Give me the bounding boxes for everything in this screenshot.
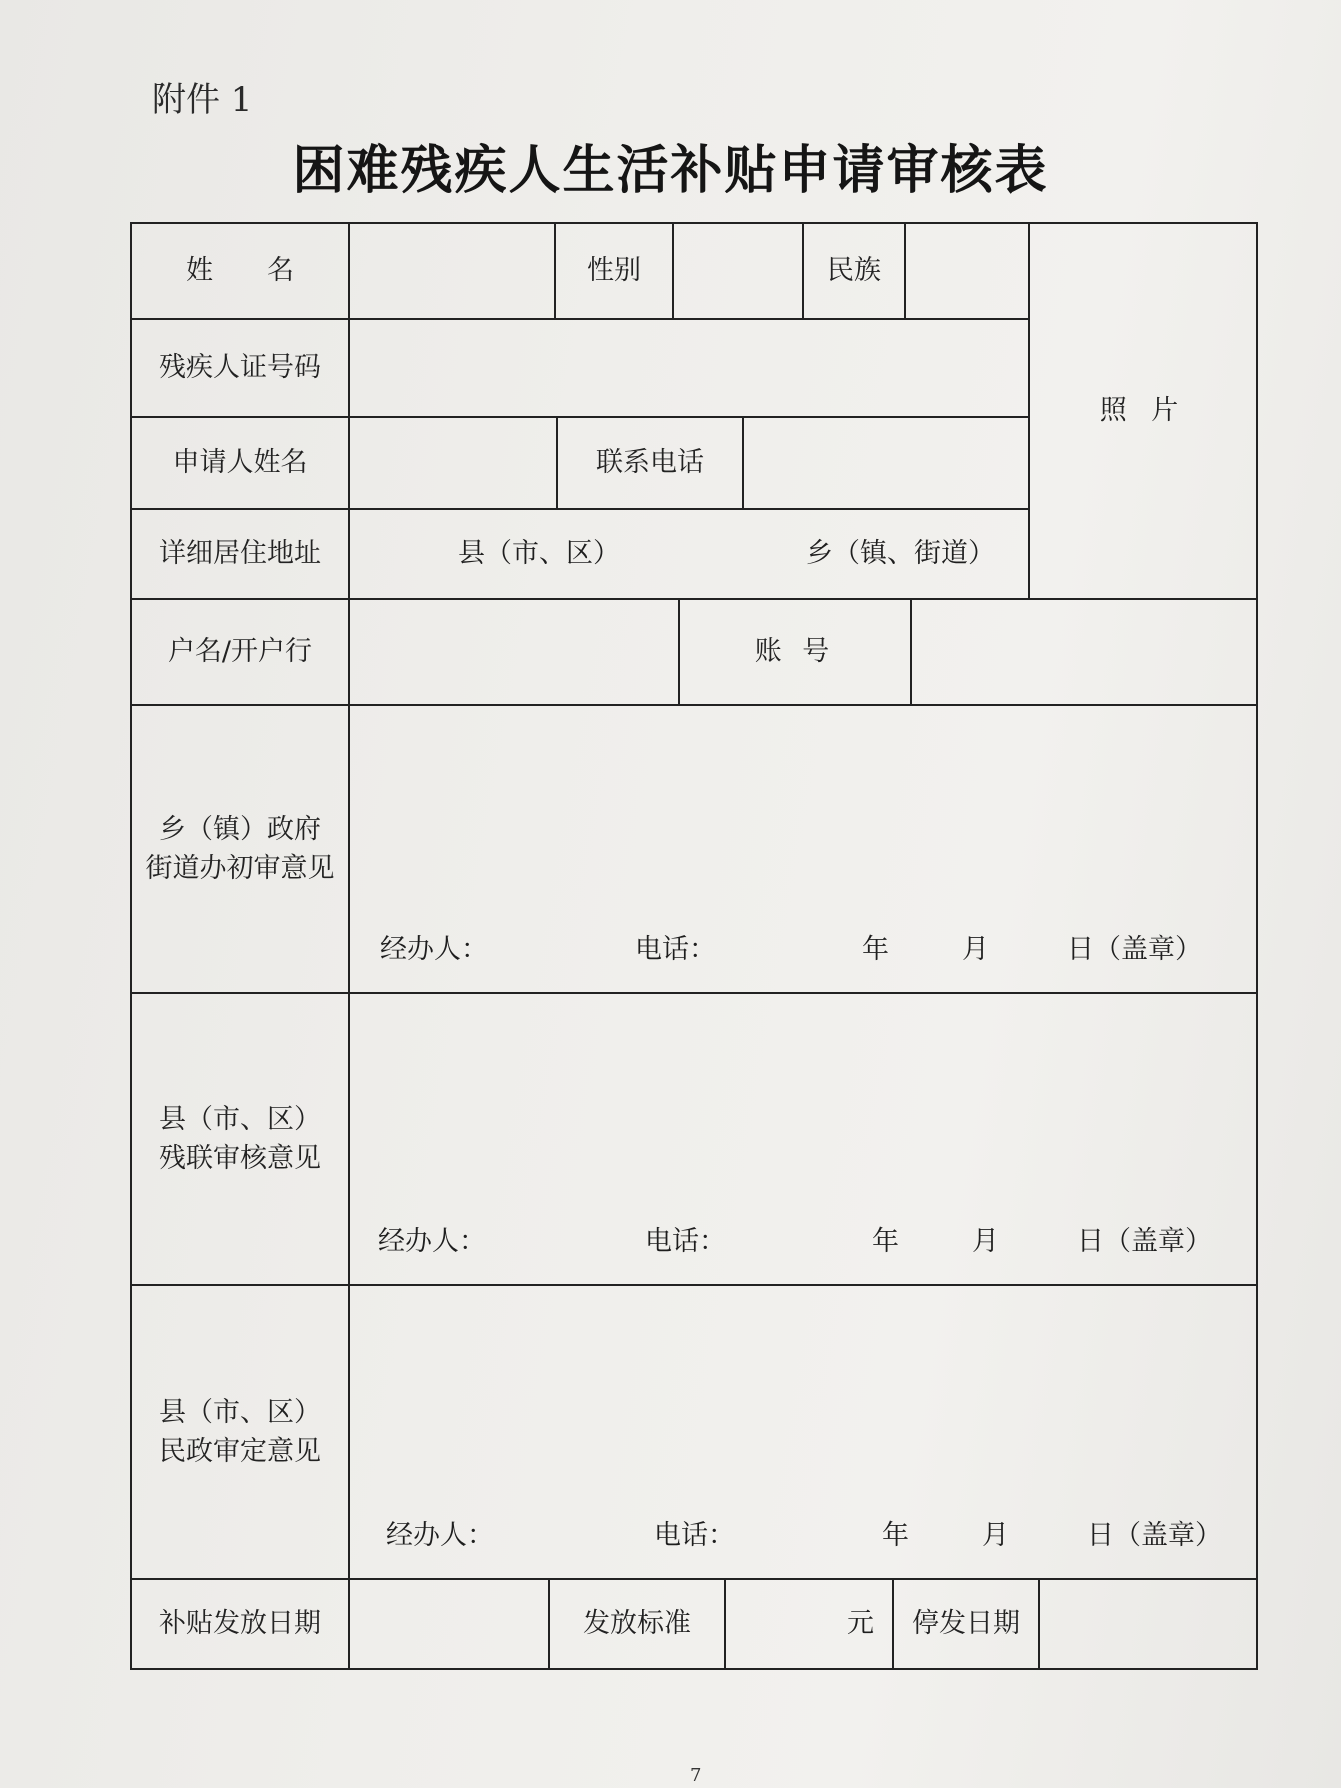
year-label: 年 — [872, 1226, 899, 1257]
disabled-federation-opinion-label — [132, 994, 350, 1286]
address-town-text: 乡（镇、街道） — [806, 538, 995, 570]
application-form-table — [130, 222, 1258, 1670]
payment-standard-label-text: 发放标准 — [583, 1608, 691, 1640]
name-field[interactable] — [350, 224, 556, 320]
disabled-federation-opinion-footer — [350, 1222, 1256, 1258]
phone-label: 电话： — [645, 1226, 726, 1257]
account-holder-label-text: 户名/开户行 — [167, 636, 313, 668]
handler-label: 经办人： — [386, 1520, 494, 1551]
day-seal-label: 日（盖章） — [1077, 1226, 1212, 1257]
yuan-unit: 元 — [847, 1608, 874, 1640]
disability-cert-label — [132, 320, 350, 418]
stop-date-field[interactable] — [1040, 1580, 1256, 1668]
stop-date-label — [894, 1580, 1040, 1668]
page-title: 困难残疾人生活补贴申请审核表 — [292, 140, 1049, 201]
account-holder-field[interactable] — [350, 600, 680, 706]
day-seal-label: 日（盖章） — [1067, 934, 1202, 965]
ethnicity-field[interactable] — [906, 224, 1030, 320]
address-label — [132, 510, 350, 600]
civil-affairs-opinion-label-text: 县（市、区） 民政审定意见 — [159, 1396, 321, 1467]
disability-cert-field[interactable] — [350, 320, 1030, 418]
township-opinion-label-text: 乡（镇）政府 街道办初审意见 — [145, 813, 335, 884]
phone-label: 电话： — [635, 934, 716, 965]
disability-cert-label-text: 残疾人证号码 — [159, 352, 321, 384]
subsidy-date-label-text: 补贴发放日期 — [159, 1608, 321, 1640]
address-field[interactable] — [350, 510, 1030, 600]
township-opinion-footer — [350, 930, 1256, 966]
month-label: 月 — [962, 934, 989, 965]
day-seal-label: 日（盖章） — [1087, 1520, 1222, 1551]
address-county-text: 县（市、区） — [458, 538, 620, 570]
attachment-label: 附件 1 — [152, 80, 253, 120]
applicant-name-label — [132, 418, 350, 510]
handler-label: 经办人： — [378, 1226, 486, 1257]
ethnicity-label — [804, 224, 906, 320]
township-opinion-label — [132, 706, 350, 994]
contact-phone-label — [558, 418, 744, 510]
account-number-label-text: 账 号 — [754, 636, 836, 668]
phone-label: 电话： — [654, 1520, 735, 1551]
stop-date-label-text: 停发日期 — [912, 1608, 1020, 1640]
address-label-text: 详细居住地址 — [159, 538, 321, 570]
contact-phone-label-text: 联系电话 — [596, 447, 704, 479]
month-label: 月 — [982, 1520, 1009, 1551]
civil-affairs-opinion-footer — [350, 1516, 1256, 1552]
photo-label: 照 片 — [1099, 395, 1187, 427]
payment-standard-field[interactable] — [726, 1580, 894, 1668]
ethnicity-label-text: 民族 — [827, 255, 881, 287]
gender-field[interactable] — [674, 224, 804, 320]
handler-label: 经办人： — [380, 934, 488, 965]
civil-affairs-opinion-field[interactable] — [350, 1286, 1256, 1580]
civil-affairs-opinion-label — [132, 1286, 350, 1580]
gender-label — [556, 224, 674, 320]
disabled-federation-opinion-field[interactable] — [350, 994, 1256, 1286]
year-label: 年 — [862, 934, 889, 965]
month-label: 月 — [972, 1226, 999, 1257]
page-number: 7 — [690, 1765, 702, 1786]
account-number-label — [680, 600, 912, 706]
year-label: 年 — [882, 1520, 909, 1551]
disabled-federation-opinion-label-text: 县（市、区） 残联审核意见 — [159, 1103, 321, 1174]
photo-box[interactable] — [1030, 224, 1256, 600]
township-opinion-field[interactable] — [350, 706, 1256, 994]
account-holder-label — [132, 600, 350, 706]
subsidy-date-field[interactable] — [350, 1580, 550, 1668]
account-number-field[interactable] — [912, 600, 1256, 706]
applicant-name-field[interactable] — [350, 418, 558, 510]
subsidy-date-label — [132, 1580, 350, 1668]
name-label — [132, 224, 350, 320]
payment-standard-label — [550, 1580, 726, 1668]
gender-label-text: 性别 — [587, 255, 641, 287]
name-label-text: 姓 名 — [186, 255, 294, 287]
applicant-name-label-text: 申请人姓名 — [172, 447, 308, 479]
contact-phone-field[interactable] — [744, 418, 1030, 510]
